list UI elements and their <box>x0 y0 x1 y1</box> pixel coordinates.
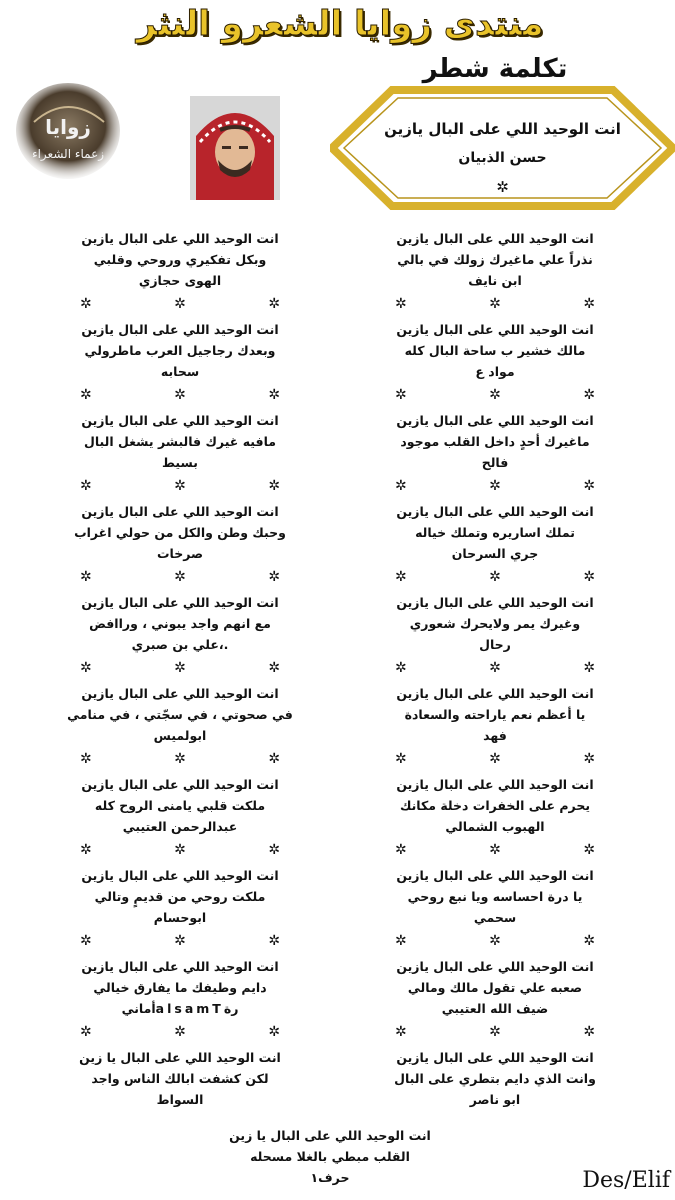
poet-name: فالح <box>481 455 509 470</box>
logo-main-text: زوايا <box>45 115 91 139</box>
poet-name: ابوحسام <box>153 910 207 925</box>
star-separator: ✲ ✲ ✲ <box>79 751 281 767</box>
poet-name: ابو ناصر <box>469 1092 521 1107</box>
poet-name: فهد <box>483 728 507 743</box>
author-avatar <box>190 96 280 200</box>
verse-entry: انت الوحيد اللي على البال يازين وحبك وطن والكل من حولي اغراب صرخات <box>30 501 330 564</box>
poet-name: السواط <box>156 1092 204 1107</box>
verse-entry: انت الوحيد اللي على البال يازين صعبه علي تقول مالك ومالي ضيف الله العتيبي <box>345 956 645 1019</box>
poet-name: بسيط <box>162 455 198 470</box>
poet-name: .،علي بن صبري <box>131 637 229 652</box>
star-separator: ✲ ✲ ✲ <box>394 478 596 494</box>
verse-entry: انت الوحيد اللي على البال يازين ماغيرك أحدٍ داخل القلب موجود فالح <box>345 410 645 473</box>
verse-entry: انت الوحيد اللي على البال يازين دايم وطيفك ما يفارق خيالي رةalsamTأماني <box>30 956 330 1019</box>
left-column <box>30 228 330 1110</box>
verse-entry: انت الوحيد اللي على البال يازين وبعدك رجاجيل العرب ماطرولي سحابه <box>30 319 330 382</box>
poet-name: ابن نايف <box>468 273 522 288</box>
poet-name: سحابه <box>160 364 200 379</box>
featured-verse: انت الوحيد اللي على البال يازين <box>384 120 621 138</box>
star-separator: ✲ ✲ ✲ <box>394 933 596 949</box>
poet-name: صرخات <box>156 546 204 561</box>
verse-entry: انت الوحيد اللي على البال يازين يحرم على الخفرات دخلة مكانك الهبوب الشمالي <box>345 774 645 837</box>
star-separator: ✲ ✲ ✲ <box>79 387 281 403</box>
poet-name: مواد ع <box>475 364 515 379</box>
star-separator: ✲ ✲ ✲ <box>79 569 281 585</box>
poet-name: عبدالرحمن العتيبي <box>122 819 238 834</box>
featured-author: حسن الذبيان <box>458 150 547 166</box>
poet-name: سحمي <box>473 910 517 925</box>
star-separator: ✲ ✲ ✲ <box>79 296 281 312</box>
verse-entry: انت الوحيد اللي على البال يازين تملك اساريره وتملك خياله جري السرحان <box>345 501 645 564</box>
star-separator: ✲ ✲ ✲ <box>394 660 596 676</box>
star-separator: ✲ ✲ ✲ <box>394 842 596 858</box>
forum-title: منتدى زوايا الشعرو النثر <box>136 4 544 44</box>
poet-name: الهوى حجازي <box>138 273 222 288</box>
verse-entry: انت الوحيد اللي على البال يا زين لكن كشفت ابالك الناس واجد السواط <box>30 1047 330 1110</box>
verse-entry: انت الوحيد اللي على البال يازين ملكت قلبي يامنى الروح كله عبدالرحمن العتيبي <box>30 774 330 837</box>
poet-name: ضيف الله العتيبي <box>441 1001 549 1016</box>
poet-name: حرف۱ <box>310 1170 350 1185</box>
verse-entry: انت الوحيد اللي على البال يازين يا درة احساسه ويا نبع روحي سحمي <box>345 865 645 928</box>
poet-name: الهبوب الشمالي <box>445 819 545 834</box>
star-separator: ✲ ✲ ✲ <box>394 1024 596 1040</box>
designer-signature: Des/Elif <box>582 1168 670 1193</box>
logo-sub-text: زعماء الشعراء <box>31 147 105 161</box>
star-separator: ✲ ✲ ✲ <box>79 933 281 949</box>
verse-entry: انت الوحيد اللي على البال يازين وغيرك يمر ولايحرك شعوري رحال <box>345 592 645 655</box>
star-separator: ✲ ✲ ✲ <box>394 387 596 403</box>
verse-entry: انت الوحيد اللي على البال يازين مع انهم واجد يبوني ، وراافض .،علي بن صبري <box>30 592 330 655</box>
star-separator: ✲ ✲ ✲ <box>79 478 281 494</box>
verse-entry: انت الوحيد اللي على البال يازين مالك خشير ب ساحة البال كله مواد ع <box>345 319 645 382</box>
page-subtitle: تكلمة شطر <box>422 54 568 84</box>
final-verse: انت الوحيد اللي على البال يا زين القلب مبطي بالغلا مسحله حرف۱ <box>180 1125 480 1188</box>
star-separator: ✲ ✲ ✲ <box>79 1024 281 1040</box>
star-separator: ✲ ✲ ✲ <box>79 660 281 676</box>
verse-entry: انت الوحيد اللي على البال يازين يا أعظم نعم ياراحته والسعادة فهد <box>345 683 645 746</box>
star-separator: ✲ ✲ ✲ <box>394 751 596 767</box>
star-separator: ✲ ✲ ✲ <box>394 569 596 585</box>
poet-name: رةalsamTأماني <box>121 1001 239 1016</box>
star-separator: ✲ ✲ ✲ <box>394 296 596 312</box>
featured-star-icon: ✲ <box>496 178 509 196</box>
forum-logo <box>14 82 122 180</box>
verse-entry: انت الوحيد اللي على البال يازين ملكت روحي من قديمٍ وتالي ابوحسام <box>30 865 330 928</box>
poet-name: رحال <box>479 637 511 652</box>
verse-entry: انت الوحيد اللي على البال يازين في صحوتي ، في سجّتي ، في منامي ابولميس <box>30 683 330 746</box>
verse-entry: انت الوحيد اللي على البال يازين مافيه غيرك فالبشر يشغل البال بسيط <box>30 410 330 473</box>
right-column <box>345 228 645 1110</box>
poet-name: ابولميس <box>153 728 207 743</box>
verse-entry: انت الوحيد اللي على البال يازين وبكل تفكيري وروحي وقلبي الهوى حجازي <box>30 228 330 291</box>
verse-entry: انت الوحيد اللي على البال يازين نذراً علي ماغيرك زولك في بالي ابن نايف <box>345 228 645 291</box>
verse-entry: انت الوحيد اللي على البال يازين وانت الذي دايم بتطري على البال ابو ناصر <box>345 1047 645 1110</box>
star-separator: ✲ ✲ ✲ <box>79 842 281 858</box>
poet-name: جري السرحان <box>451 546 539 561</box>
